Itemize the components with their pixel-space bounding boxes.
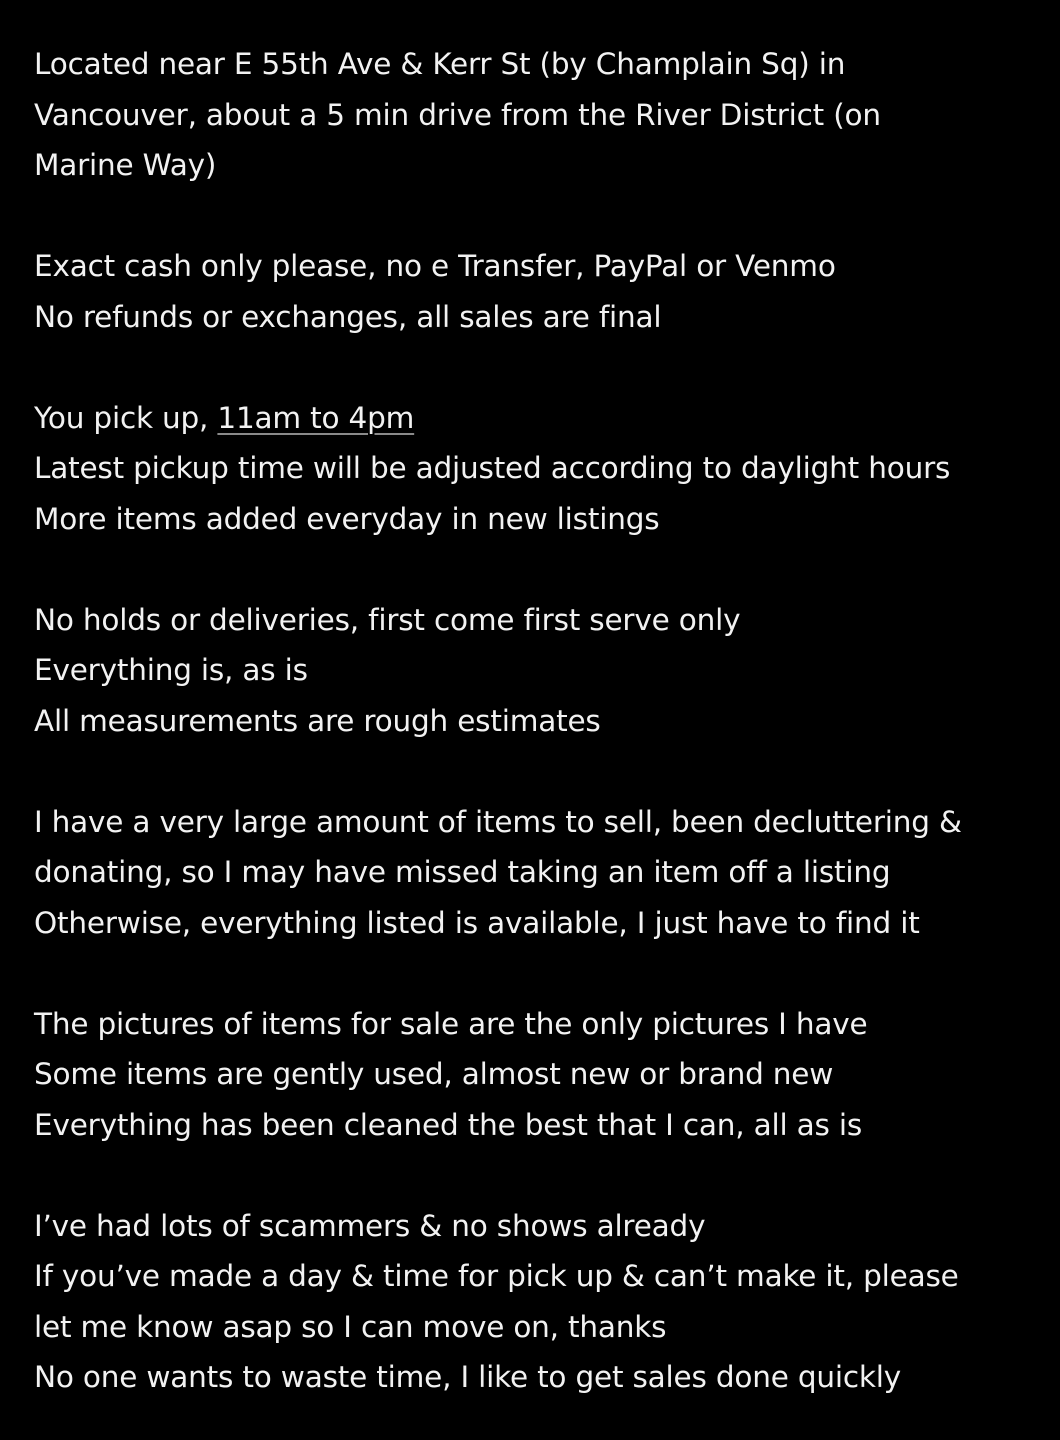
- scammers-line: If you’ve made a day & time for pick up & can’t make it, please: [34, 1259, 959, 1293]
- pickup-line: [34, 393, 1044, 444]
- pickup-time-link[interactable]: 11am to 4pm: [217, 400, 415, 435]
- scammers-line: No one wants to waste time, I like to get sales done quickly: [34, 1360, 901, 1394]
- location-line: Marine Way): [34, 148, 217, 182]
- location-line: Located near E 55th Ave & Kerr St (by Champlain Sq) in: [34, 47, 846, 81]
- terms-line: All measurements are rough estimates: [34, 703, 601, 738]
- pickup-prefix: You pick up,: [34, 400, 218, 435]
- pickup-line: More items added everyday in new listings: [34, 501, 660, 536]
- location-paragraph: [34, 39, 1044, 191]
- terms-paragraph: [34, 595, 1044, 747]
- pictures-paragraph: [34, 999, 1044, 1151]
- location-line: Vancouver, about a 5 min drive from the River District (on: [34, 97, 881, 132]
- pickup-paragraph: [34, 393, 1044, 545]
- pictures-line: Everything has been cleaned the best that I can, all as is: [34, 1107, 863, 1142]
- scammers-paragraph: [34, 1201, 1044, 1403]
- scammers-line: I’ve had lots of scammers & no shows already: [34, 1208, 706, 1243]
- inventory-paragraph: [34, 797, 1044, 949]
- pictures-line: The pictures of items for sale are the only pictures I have: [34, 1006, 868, 1041]
- refund-line: No refunds or exchanges, all sales are final: [34, 299, 662, 334]
- inventory-line: Otherwise, everything listed is available, I just have to find it: [34, 905, 920, 940]
- inventory-line: donating, so I may have missed taking an item off a listing: [34, 855, 891, 889]
- payment-paragraph: [34, 241, 1044, 342]
- pickup-line: Latest pickup time will be adjusted according to daylight hours: [34, 451, 951, 485]
- terms-line: No holds or deliveries, first come first serve only: [34, 602, 741, 637]
- inventory-line: I have a very large amount of items to sell, been decluttering &: [34, 804, 962, 839]
- terms-line: Everything is, as is: [34, 653, 308, 687]
- pictures-line: Some items are gently used, almost new or brand new: [34, 1057, 834, 1091]
- scammers-line: let me know asap so I can move on, thanks: [34, 1309, 667, 1344]
- note-body[interactable]: [34, 39, 1044, 1403]
- payment-line: Exact cash only please, no e Transfer, PayPal or Venmo: [34, 249, 836, 283]
